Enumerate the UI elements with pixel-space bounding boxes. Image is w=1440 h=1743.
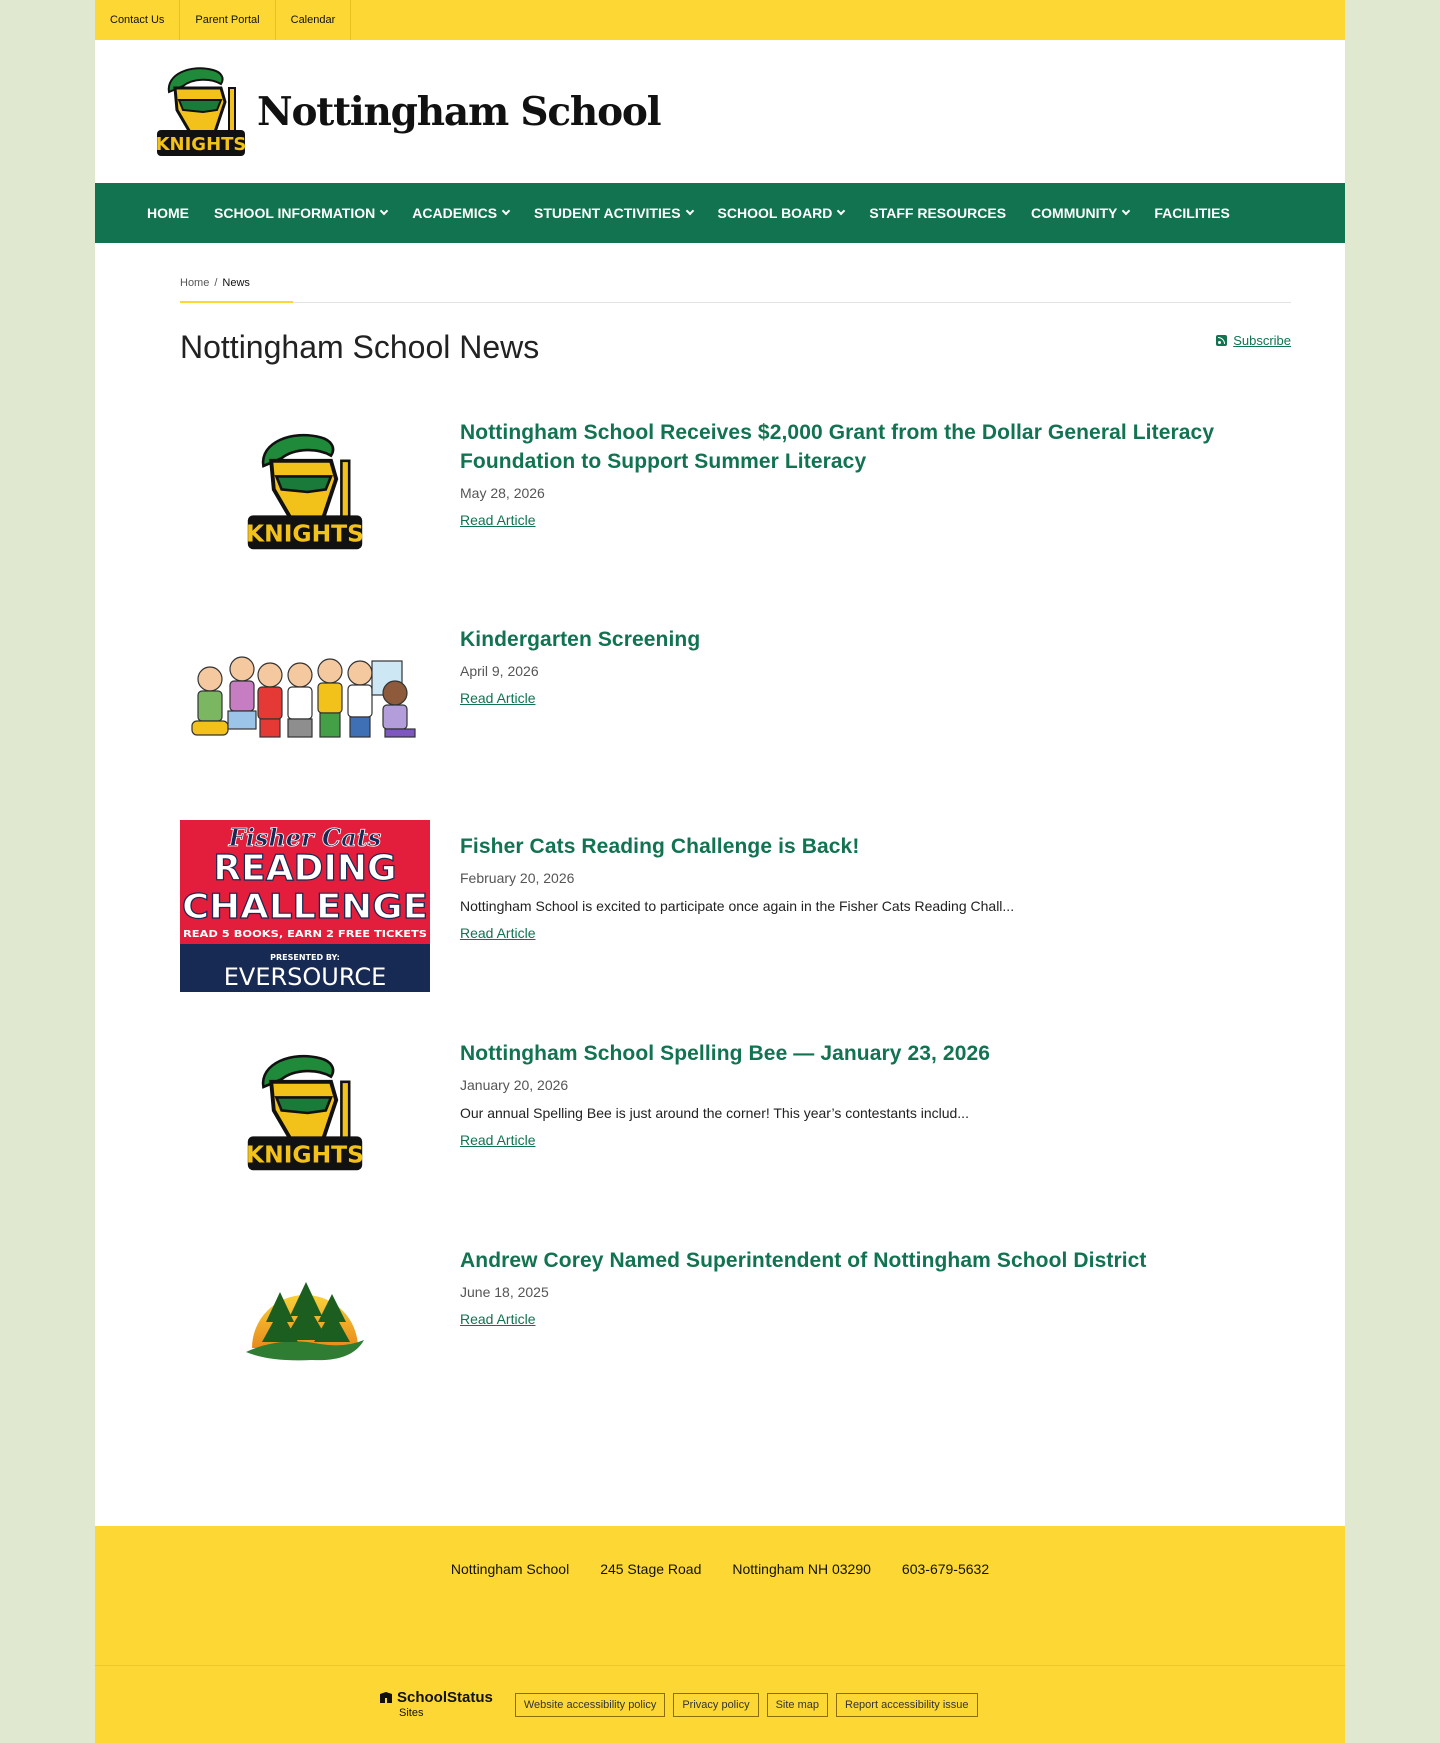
- parent-portal-link[interactable]: Parent Portal: [180, 0, 275, 40]
- footer-bottom: [379, 1690, 986, 1719]
- schoolstatus-sub: Sites: [399, 1707, 424, 1719]
- chevron-down-icon: [685, 207, 693, 215]
- article-body: [460, 1234, 1250, 1441]
- nav-home[interactable]: [147, 205, 189, 221]
- article-thumbnail[interactable]: [180, 820, 430, 992]
- knights-logo-text: KNIGHTS: [155, 133, 247, 155]
- nav-facilities[interactable]: [1154, 205, 1229, 221]
- contact-us-link[interactable]: Contact Us: [95, 0, 180, 40]
- knights-logo-text: KNIGHTS: [246, 1140, 364, 1169]
- title-row: [180, 329, 1291, 366]
- reading-challenge-banner: [180, 820, 430, 992]
- read-article-link[interactable]: Read Article: [460, 512, 536, 528]
- article-item: [180, 1234, 1291, 1441]
- nav-label: HOME: [147, 205, 189, 221]
- nav-label: STAFF RESOURCES: [869, 205, 1007, 221]
- article-item: [180, 406, 1291, 613]
- read-article-link[interactable]: Read Article: [460, 925, 536, 941]
- nav-school-information[interactable]: [214, 205, 387, 221]
- schoolstatus-icon: [379, 1691, 393, 1704]
- nav-label: STUDENT ACTIVITIES: [534, 205, 681, 221]
- article-body: [460, 820, 1250, 1027]
- nav-label: ACADEMICS: [412, 205, 498, 221]
- banner-presented: PRESENTED BY:: [270, 953, 340, 962]
- breadcrumb-current: News: [222, 277, 250, 289]
- article-body: [460, 613, 1250, 820]
- article-thumbnail[interactable]: [180, 1234, 430, 1406]
- breadcrumb-home[interactable]: Home: [180, 277, 210, 289]
- article-item: [180, 820, 1291, 1027]
- article-summary: Our annual Spelling Bee is just around the corner! This year’s contestants includ...: [460, 1105, 969, 1121]
- nav-academics[interactable]: [412, 205, 509, 221]
- footer-divider: [95, 1665, 1345, 1666]
- banner-sponsor: EVERSOURCE: [223, 963, 387, 991]
- breadcrumb-divider: [180, 302, 1291, 303]
- nav-staff-resources[interactable]: [869, 205, 1006, 221]
- article-title[interactable]: Nottingham School Spelling Bee — January 23, 2026: [460, 1042, 991, 1065]
- nav-label: FACILITIES: [1154, 205, 1230, 221]
- read-article-link[interactable]: Read Article: [460, 1132, 536, 1148]
- schoolstatus-label: SchoolStatus: [397, 1689, 493, 1706]
- article-date: June 18, 2025: [460, 1284, 549, 1300]
- subscribe-link[interactable]: [1216, 333, 1291, 348]
- subscribe-label: Subscribe: [1233, 333, 1291, 348]
- nav-label: COMMUNITY: [1031, 205, 1118, 221]
- article-date: April 9, 2026: [460, 663, 539, 679]
- knights-logo-icon[interactable]: [151, 62, 251, 162]
- calendar-link[interactable]: Calendar: [276, 0, 352, 40]
- report-accessibility-button[interactable]: Report accessibility issue: [836, 1693, 978, 1717]
- site-header: [95, 40, 1345, 183]
- footer-phone[interactable]: 603-679-5632: [901, 1561, 990, 1577]
- schoolstatus-brand[interactable]: [379, 1690, 493, 1719]
- article-item: [180, 1027, 1291, 1234]
- children-illustration-icon: [180, 649, 430, 749]
- article-body: [460, 406, 1250, 613]
- main-nav: [95, 183, 1345, 243]
- nav-label: SCHOOL BOARD: [717, 205, 833, 221]
- site-map-button[interactable]: Site map: [767, 1693, 828, 1717]
- banner-line2: CHALLENGE: [182, 887, 428, 927]
- footer-address: 245 Stage Road: [600, 1561, 702, 1577]
- chevron-down-icon: [1122, 207, 1130, 215]
- main-content: [95, 277, 1345, 1441]
- pine-trees-logo-icon: [240, 1270, 370, 1370]
- read-article-link[interactable]: Read Article: [460, 690, 536, 706]
- article-thumbnail[interactable]: [180, 613, 430, 785]
- article-date: February 20, 2026: [460, 870, 575, 886]
- accessibility-policy-button[interactable]: Website accessibility policy: [515, 1693, 665, 1717]
- article-date: January 20, 2026: [460, 1077, 569, 1093]
- article-item: [180, 613, 1291, 820]
- article-title[interactable]: Kindergarten Screening: [460, 628, 701, 651]
- banner-line1: READING: [213, 848, 397, 889]
- nav-label: SCHOOL INFORMATION: [214, 205, 376, 221]
- banner-script-text: Fisher Cats: [228, 823, 382, 852]
- footer-school-name: Nottingham School: [450, 1561, 570, 1577]
- read-article-link[interactable]: Read Article: [460, 1311, 536, 1327]
- page: [95, 0, 1345, 1743]
- article-list: [180, 406, 1291, 1441]
- chevron-down-icon: [380, 207, 388, 215]
- site-footer: [95, 1526, 1345, 1743]
- article-title[interactable]: Fisher Cats Reading Challenge is Back!: [460, 835, 860, 858]
- chevron-down-icon: [837, 207, 845, 215]
- chevron-down-icon: [502, 207, 510, 215]
- page-title: Nottingham School News: [180, 329, 540, 365]
- knights-logo-icon: [240, 1048, 370, 1178]
- knights-logo-icon: [240, 427, 370, 557]
- nav-community[interactable]: [1031, 205, 1129, 221]
- privacy-policy-button[interactable]: Privacy policy: [673, 1693, 758, 1717]
- site-name[interactable]: Nottingham School: [257, 88, 661, 135]
- article-thumbnail[interactable]: [180, 406, 430, 578]
- article-date: May 28, 2026: [460, 485, 545, 501]
- article-title[interactable]: Nottingham School Receives $2,000 Grant from the Dollar General Literacy Foundation to Support Summer Literacy: [460, 421, 1215, 473]
- article-body: [460, 1027, 1250, 1234]
- article-summary: Nottingham School is excited to participate once again in the Fisher Cats Reading Chall...: [460, 898, 1015, 914]
- article-thumbnail[interactable]: [180, 1027, 430, 1199]
- article-title[interactable]: Andrew Corey Named Superintendent of Nottingham School District: [460, 1249, 1147, 1272]
- nav-school-board[interactable]: [718, 205, 845, 221]
- footer-contact-info: [95, 1561, 1345, 1577]
- knights-logo-text: KNIGHTS: [246, 519, 364, 548]
- breadcrumb: [180, 277, 1291, 289]
- footer-city: Nottingham NH 03290: [732, 1561, 871, 1577]
- breadcrumb-separator: /: [214, 277, 218, 289]
- utility-bar: [95, 0, 1345, 40]
- rss-icon: [1216, 335, 1227, 346]
- banner-tagline: READ 5 BOOKS, EARN 2 FREE TICKETS: [183, 929, 427, 940]
- nav-student-activities[interactable]: [534, 205, 693, 221]
